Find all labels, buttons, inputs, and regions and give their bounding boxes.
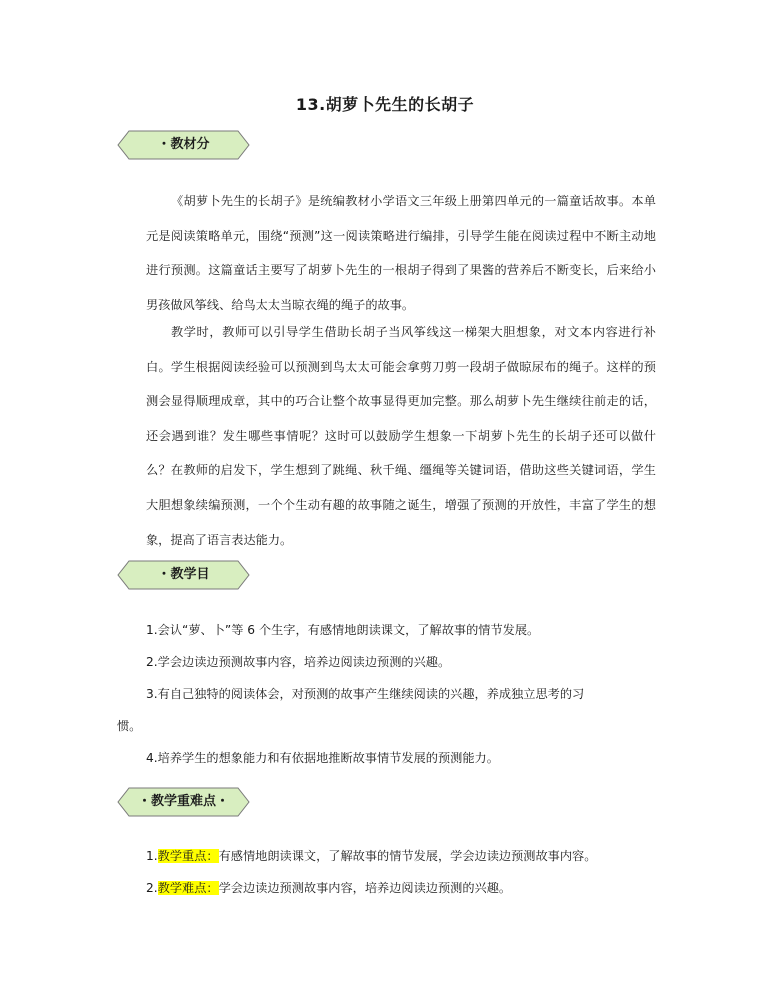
goal-item-3-continued: 惯。 <box>117 719 142 733</box>
item-text: 有感情地朗读课文，了解故事的情节发展，学会边读边预测故事内容。 <box>218 849 597 863</box>
goal-item-3: 3.有自己独特的阅读体会，对预测的故事产生继续阅读的兴趣，养成独立思考的习 <box>146 687 585 701</box>
highlight-key: 教学重点： <box>157 849 219 863</box>
section-tag-keypoints <box>117 787 250 817</box>
paragraph: 教学时，教师可以引导学生借助长胡子当风筝线这一梯架大胆想象，对文本内容进行补白。学生根据阅读经验可以预测到鸟太太可能会拿剪刀剪一段胡子做晾尿布的绳子。这样的预测会显得顺理成章，其中的巧合让整个故事显得更加完整。那么胡萝卜先生继续往前走的话，还会遇到谁？发生哪些事情呢？这时可以鼓励学生想象一下胡萝卜先生的长胡子还可以做什么？在教师的启发下，学生想到了跳绳、秋千绳、缰绳等关键词语，借助这些关键词语，学生大胆想象续编预测，一个个生动有趣的故事随之诞生，增强了预测的开放性，丰富了学生的想象，提高了语言表达能力。 <box>146 325 656 547</box>
item-number: 1. <box>146 849 158 863</box>
goal-item-4: 4.培养学生的想象能力和有依据地推断故事情节发展的预测能力。 <box>146 751 499 765</box>
section-label: ・教学目 <box>157 567 210 582</box>
section-label: ・教学重难点・ <box>137 794 229 809</box>
item-number: 2. <box>146 881 158 895</box>
item-text: 学会边读边预测故事内容，培养边阅读边预测的兴趣。 <box>218 881 512 895</box>
goal-item-1: 1.会认“萝、卜”等 6 个生字，有感情地朗读课文，了解故事的情节发展。 <box>146 623 540 637</box>
section-tag-goals <box>117 560 250 590</box>
goal-item-2: 2.学会边读边预测故事内容，培养边阅读边预测的兴趣。 <box>146 655 451 669</box>
section-tag-analysis <box>117 130 250 160</box>
paragraph: 《胡萝卜先生的长胡子》是统编教材小学语文三年级上册第四单元的一篇童话故事。本单元是阅读策略单元，围绕“预测”这一阅读策略进行编排，引导学生能在阅读过程中不断主动地进行预测。这篇童话主要写了胡萝卜先生的一根胡子得到了果酱的营养后不断变长，后来给小男孩做风筝线、给鸟太太当晾衣绳的绳子的故事。 <box>146 194 656 312</box>
keypoint-item-2 <box>146 879 511 896</box>
section-label: ・教材分 <box>157 137 210 152</box>
document-title: 13.胡萝卜先生的长胡子 <box>295 95 475 114</box>
highlight-key: 教学难点： <box>157 881 219 895</box>
keypoint-item-1 <box>146 847 596 864</box>
